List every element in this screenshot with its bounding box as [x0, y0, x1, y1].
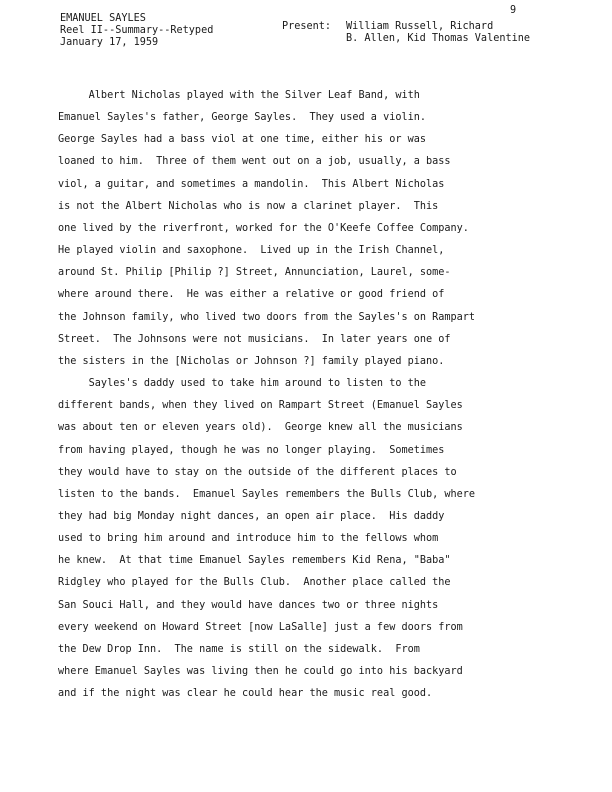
header-block: [60, 13, 213, 49]
present-names: [346, 21, 530, 45]
body-line: where around there. He was either a relative or good friend of: [58, 289, 445, 301]
body-line: the Dew Drop Inn. The name is still on the sidewalk. From: [58, 643, 420, 655]
body-line: viol, a guitar, and sometimes a mandolin. This Albert Nicholas: [58, 178, 445, 190]
body-line: where Emanuel Sayles was living then he could go into his backyard: [58, 666, 463, 678]
body-line: used to bring him around and introduce him to the fellows whom: [58, 533, 439, 545]
body-line: they would have to stay on the outside of the different places to: [58, 466, 457, 478]
body-line: one lived by the riverfront, worked for the O'Keefe Coffee Company.: [58, 222, 469, 234]
present-line-2: B. Allen, Kid Thomas Valentine: [346, 33, 531, 44]
body-line: loaned to him. Three of them went out on a job, usually, a bass: [58, 156, 451, 168]
present-line-1: William Russell, Richard: [346, 21, 494, 32]
present-label: Present:: [282, 21, 332, 32]
body-line: they had big Monday night dances, an open air place. His daddy: [58, 510, 445, 522]
body-line: every weekend on Howard Street [now LaSalle] just a few doors from: [58, 621, 463, 633]
body-line: Ridgley who played for the Bulls Club. Another place called the: [58, 577, 451, 589]
body-line: the Johnson family, who lived two doors from the Sayles's on Rampart: [58, 311, 476, 323]
interview-date: January 17, 1959: [60, 37, 159, 48]
body-line: different bands, when they lived on Rampart Street (Emanuel Sayles: [58, 400, 463, 412]
body-line: He played violin and saxophone. Lived up in the Irish Channel,: [58, 245, 445, 257]
body-line: is not the Albert Nicholas who is now a clarinet player. This: [58, 200, 439, 212]
body-line: Street. The Johnsons were not musicians. In later years one of: [58, 333, 451, 345]
body-line: Emanuel Sayles's father, George Sayles. They used a violin.: [58, 112, 427, 124]
body-line: the sisters in the [Nicholas or Johnson ?] family played piano.: [58, 355, 445, 367]
body-line: and if the night was clear he could hear the music real good.: [58, 688, 433, 700]
body-line: Albert Nicholas played with the Silver Leaf Band, with: [58, 90, 420, 101]
body-line: from having played, though he was no longer playing. Sometimes: [58, 444, 445, 456]
body-line: listen to the bands. Emanuel Sayles remembers the Bulls Club, where: [58, 488, 476, 500]
body-line: George Sayles had a bass viol at one time, either his or was: [58, 134, 427, 146]
body-line: was about ten or eleven years old). George knew all the musicians: [58, 422, 463, 434]
body-line: Sayles's daddy used to take him around to listen to the: [58, 378, 427, 390]
interviewee-name: EMANUEL SAYLES: [60, 13, 146, 24]
body-text: [58, 85, 475, 705]
page-number: 9: [510, 5, 517, 16]
body-line: he knew. At that time Emanuel Sayles remembers Kid Rena, "Baba": [58, 555, 451, 567]
reel-info: Reel II--Summary--Retyped: [60, 25, 214, 36]
body-line: San Souci Hall, and they would have dances two or three nights: [58, 599, 439, 611]
body-line: around St. Philip [Philip ?] Street, Annunciation, Laurel, some-: [58, 267, 451, 279]
